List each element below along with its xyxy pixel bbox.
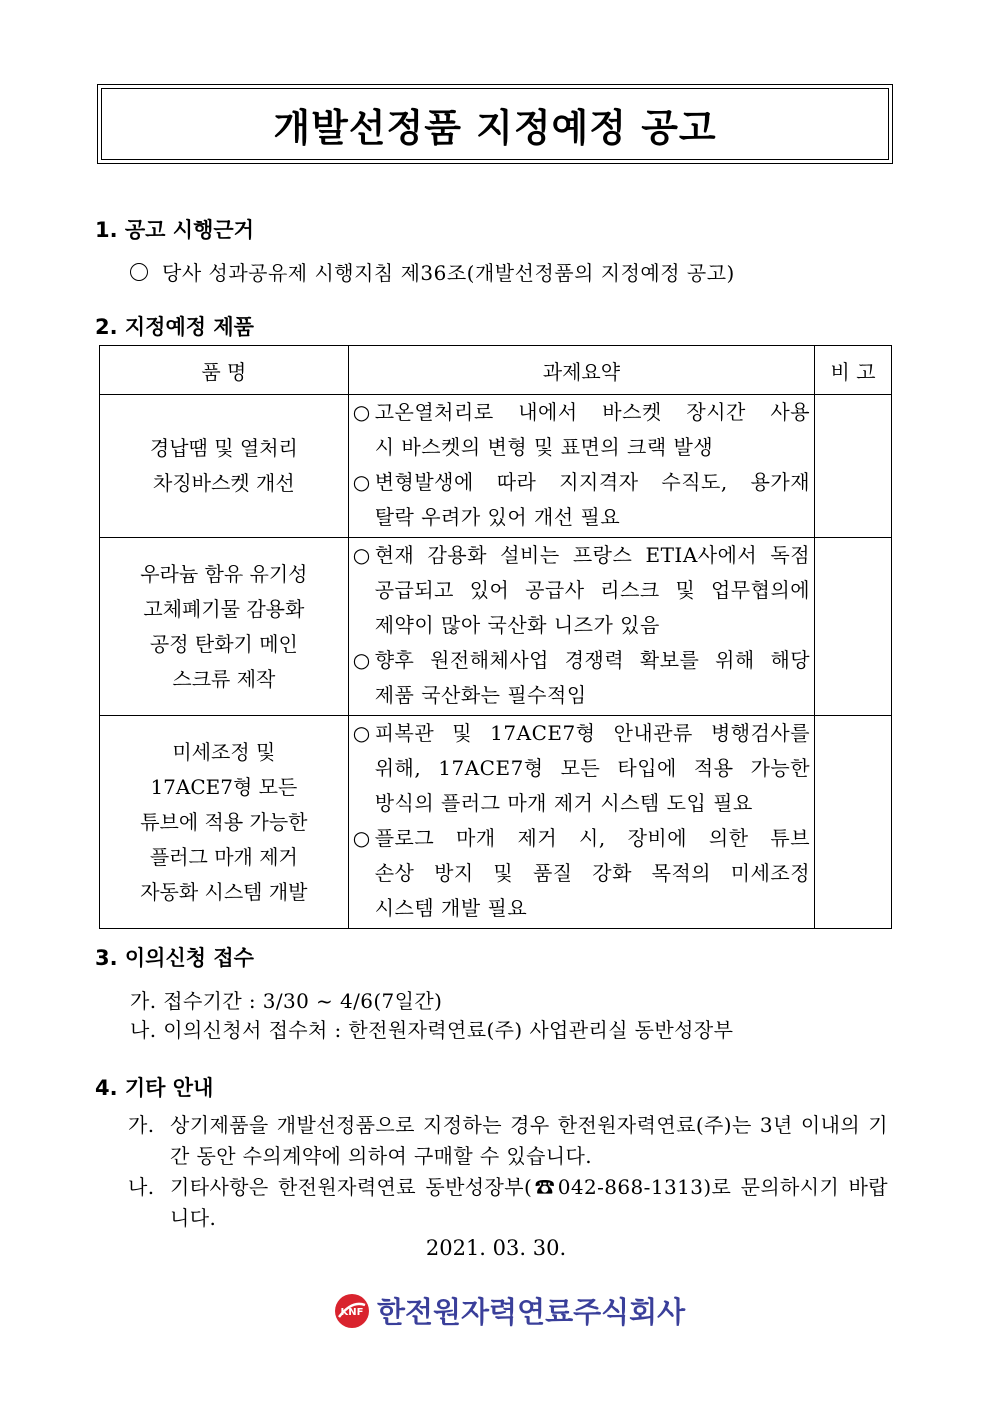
summary-cell: ○ 고온열처리로 내에서 바스켓 장시간 사용 시 바스켓의 변형 및 표면의 크랙 발생 ○ 변형발생에 따라 지지격자 수직도, 용가재 탈락 우려가 있어 개선 필요 bbox=[348, 395, 814, 538]
summary-line: 손상 방지 및 품질 강화 목적의 미세조정 bbox=[374, 861, 811, 885]
summary-line: 제약이 많아 국산화 니즈가 있음 bbox=[374, 613, 660, 637]
company-emblem-icon bbox=[333, 1292, 371, 1330]
products-table bbox=[99, 345, 892, 929]
section3-item: 가. 접수기간 : 3/30 ~ 4/6(7일간) bbox=[130, 989, 443, 1013]
product-name-line: 고체폐기물 감용화 bbox=[143, 596, 305, 621]
summary-line: 피복관 및 17ACE7형 안내관류 병행검사를 bbox=[374, 721, 811, 745]
summary-line: 위해, 17ACE7형 모든 타입에 적용 가능한 bbox=[374, 756, 811, 780]
summary-line: 플로그 마개 제거 시, 장비에 의한 튜브 bbox=[374, 826, 811, 850]
section1-item bbox=[130, 257, 735, 286]
section2-heading: 2. 지정예정 제품 bbox=[95, 315, 254, 339]
header-name: 품 명 bbox=[100, 346, 349, 395]
company-logo bbox=[333, 1290, 685, 1331]
title-box bbox=[97, 84, 893, 164]
header-summary: 과제요약 bbox=[348, 346, 814, 395]
product-name-line: 차징바스켓 개선 bbox=[153, 471, 295, 495]
document-date: 2021. 03. 30. bbox=[425, 1236, 567, 1260]
table-header-row bbox=[100, 346, 892, 395]
product-name-cell bbox=[100, 538, 349, 716]
emblem-text: KNF bbox=[340, 1306, 364, 1318]
summary-line: 향후 원전해체사업 경쟁력 확보를 위해 해당 bbox=[374, 648, 811, 672]
product-name-line: 우라늄 함유 유기성 bbox=[140, 561, 308, 586]
document-title: 개발선정품 지정예정 공고 bbox=[101, 88, 889, 160]
table-row bbox=[100, 395, 892, 538]
section1-item-text: 당사 성과공유제 시행지침 제36조(개발선정품의 지정예정 공고) bbox=[162, 261, 735, 285]
summary-line: 현재 감용화 설비는 프랑스 ETIA사에서 독점 bbox=[374, 543, 811, 567]
company-name: 한전원자력연료주식회사 bbox=[377, 1295, 686, 1329]
table-row bbox=[100, 716, 892, 929]
product-name-line: 공정 탄화기 메인 bbox=[149, 631, 298, 656]
product-name-line: 자동화 시스템 개발 bbox=[140, 879, 308, 904]
item-label: 가. bbox=[128, 1113, 155, 1137]
summary-cell: ○ 현재 감용화 설비는 프랑스 ETIA사에서 독점 공급되고 있어 공급사 리스크 및 업무협의에 제약이 많아 국산화 니즈가 있음 ○ 향후 원전해체사업 경쟁력 확보를 위해 해당 제품 국산화는 필수적임 bbox=[348, 538, 814, 716]
section4-item bbox=[128, 1172, 888, 1234]
note-cell bbox=[815, 395, 892, 538]
product-name-line: 플러그 마개 제거 bbox=[149, 844, 298, 869]
summary-line: 시 바스켓의 변형 및 표면의 크랙 발생 bbox=[374, 435, 714, 459]
product-name-line: 스크류 제작 bbox=[172, 666, 276, 691]
circle-bullet-icon bbox=[130, 263, 148, 281]
summary-line: 제품 국산화는 필수적임 bbox=[374, 683, 587, 707]
section4-heading: 4. 기타 안내 bbox=[95, 1076, 214, 1100]
summary-line: 공급되고 있어 공급사 리스크 및 업무협의에 bbox=[374, 578, 811, 602]
summary-line: 탈락 우려가 있어 개선 필요 bbox=[374, 505, 621, 529]
section1-heading: 1. 공고 시행근거 bbox=[95, 218, 254, 242]
product-name-cell bbox=[100, 716, 349, 929]
item-text: 상기제품을 개발선정품으로 지정하는 경우 한전원자력연료(주)는 3년 이내의 기간 동안 수의계약에 의하여 구매할 수 있습니다. bbox=[170, 1113, 888, 1168]
product-name-cell bbox=[100, 395, 349, 538]
section3-item: 나. 이의신청서 접수처 : 한전원자력연료(주) 사업관리실 동반성장부 bbox=[130, 1018, 734, 1042]
summary-cell: ○ 피복관 및 17ACE7형 안내관류 병행검사를 위해, 17ACE7형 모든 타입에 적용 가능한 방식의 플러그 마개 제거 시스템 도입 필요 ○ 플로그 마개 제거 시, 장비에 의한 튜브 손상 방지 및 품질 강화 목적의 미세조정 시스템 개발 필요 bbox=[348, 716, 814, 929]
item-text: 기타사항은 한전원자력연료 동반성장부(☎042-868-1313)로 문의하시기 바랍니다. bbox=[170, 1175, 888, 1230]
item-label: 나. bbox=[128, 1175, 155, 1199]
summary-line: 방식의 플러그 마개 제거 시스템 도입 필요 bbox=[374, 791, 753, 815]
section4-item bbox=[128, 1110, 888, 1172]
product-name-line: 경납땜 및 열처리 bbox=[149, 436, 298, 460]
table-row bbox=[100, 538, 892, 716]
summary-line: 고온열처리로 내에서 바스켓 장시간 사용 bbox=[374, 400, 811, 424]
note-cell bbox=[815, 538, 892, 716]
summary-line: 시스템 개발 필요 bbox=[374, 896, 528, 920]
summary-line: 변형발생에 따라 지지격자 수직도, 용가재 bbox=[374, 470, 811, 494]
section3-heading: 3. 이의신청 접수 bbox=[95, 946, 254, 970]
product-name-line: 튜브에 적용 가능한 bbox=[140, 809, 308, 834]
header-note: 비 고 bbox=[815, 346, 892, 395]
note-cell bbox=[815, 716, 892, 929]
product-name-line: 미세조정 및 bbox=[172, 739, 276, 764]
product-name-line: 17ACE7형 모든 bbox=[150, 774, 298, 799]
